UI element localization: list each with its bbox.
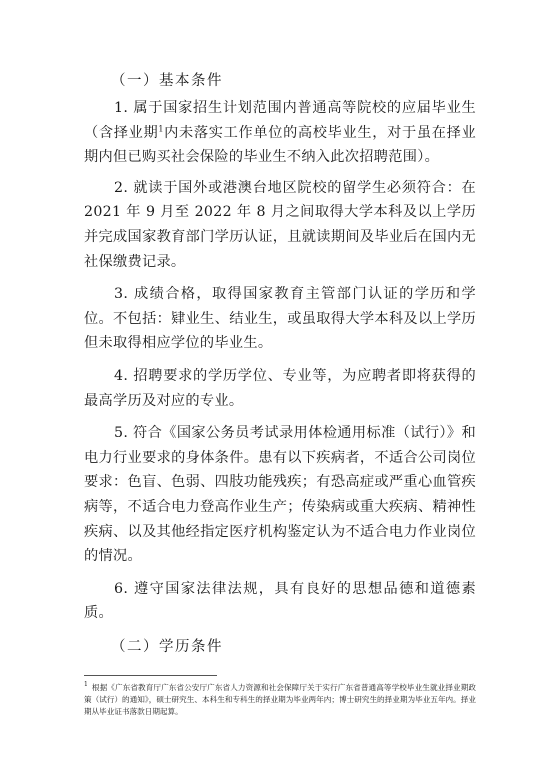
section-heading-education-conditions: （二）学历条件 <box>111 638 223 655</box>
condition-item-1-text-a: 1. 属于国家招生计划范围内普通高等院校的应届毕业生（含择业期 <box>84 100 476 141</box>
condition-item-1-text-b: 内未落实工作单位的高校毕业生，对于虽在择业期内但已购买社会保险的毕业生不纳入此次招聘范围）。 <box>84 124 476 166</box>
section-heading-basic-conditions: （一）基本条件 <box>111 73 223 89</box>
footnote-mark: 1 <box>84 681 88 689</box>
footnote-reference[interactable]: 1 <box>158 123 164 133</box>
condition-item-1 <box>84 96 476 170</box>
condition-item-3: 3. 成绩合格，取得国家教育主管部门认证的学历和学位。不包括：肄业生、结业生，或虽取得大学本科及以上学历但未取得相应学位的毕业生。 <box>84 286 476 352</box>
document-body <box>84 66 476 662</box>
condition-item-6: 6. 遵守国家法律法规，具有良好的思想品德和道德素质。 <box>84 580 476 622</box>
footnote <box>84 682 476 718</box>
footnote-text: 根据《广东省教育厅广东省公安厅广东省人力资源和社会保障厅关于实行广东省普通高等学校毕业生就业择业期政策（试行）的通知》，硕士研究生、本科生和专科生的择业期为毕业两年内；博士研究生的择业期为毕业五年内。择业期从毕业证书落款日期起算。 <box>84 683 476 716</box>
condition-item-2: 2. 就读于国外或港澳台地区院校的留学生必须符合：在 2021 年 9 月至 2022 年 8 月之间取得大学本科及以上学历并完成国家教育部门学历认证，且就读期间及毕业后在国内无社保缴费记录。 <box>84 179 476 270</box>
footnote-divider <box>84 675 217 676</box>
condition-item-5: 5. 符合《国家公务员考试录用体检通用标准（试行）》和电力行业要求的身体条件。患有以下疾病者，不适合公司岗位要求：色盲、色弱、四肢功能残疾；有恐高症或严重心血管疾病等，不适合电力登高作业生产；传染病或重大疾病、精神性疾病、以及其他经指定医疗机构鉴定认为不适合电力作业岗位的情况。 <box>84 425 476 565</box>
condition-item-4: 4. 招聘要求的学历学位、专业等，为应聘者即将获得的最高学历及对应的专业。 <box>84 367 476 409</box>
